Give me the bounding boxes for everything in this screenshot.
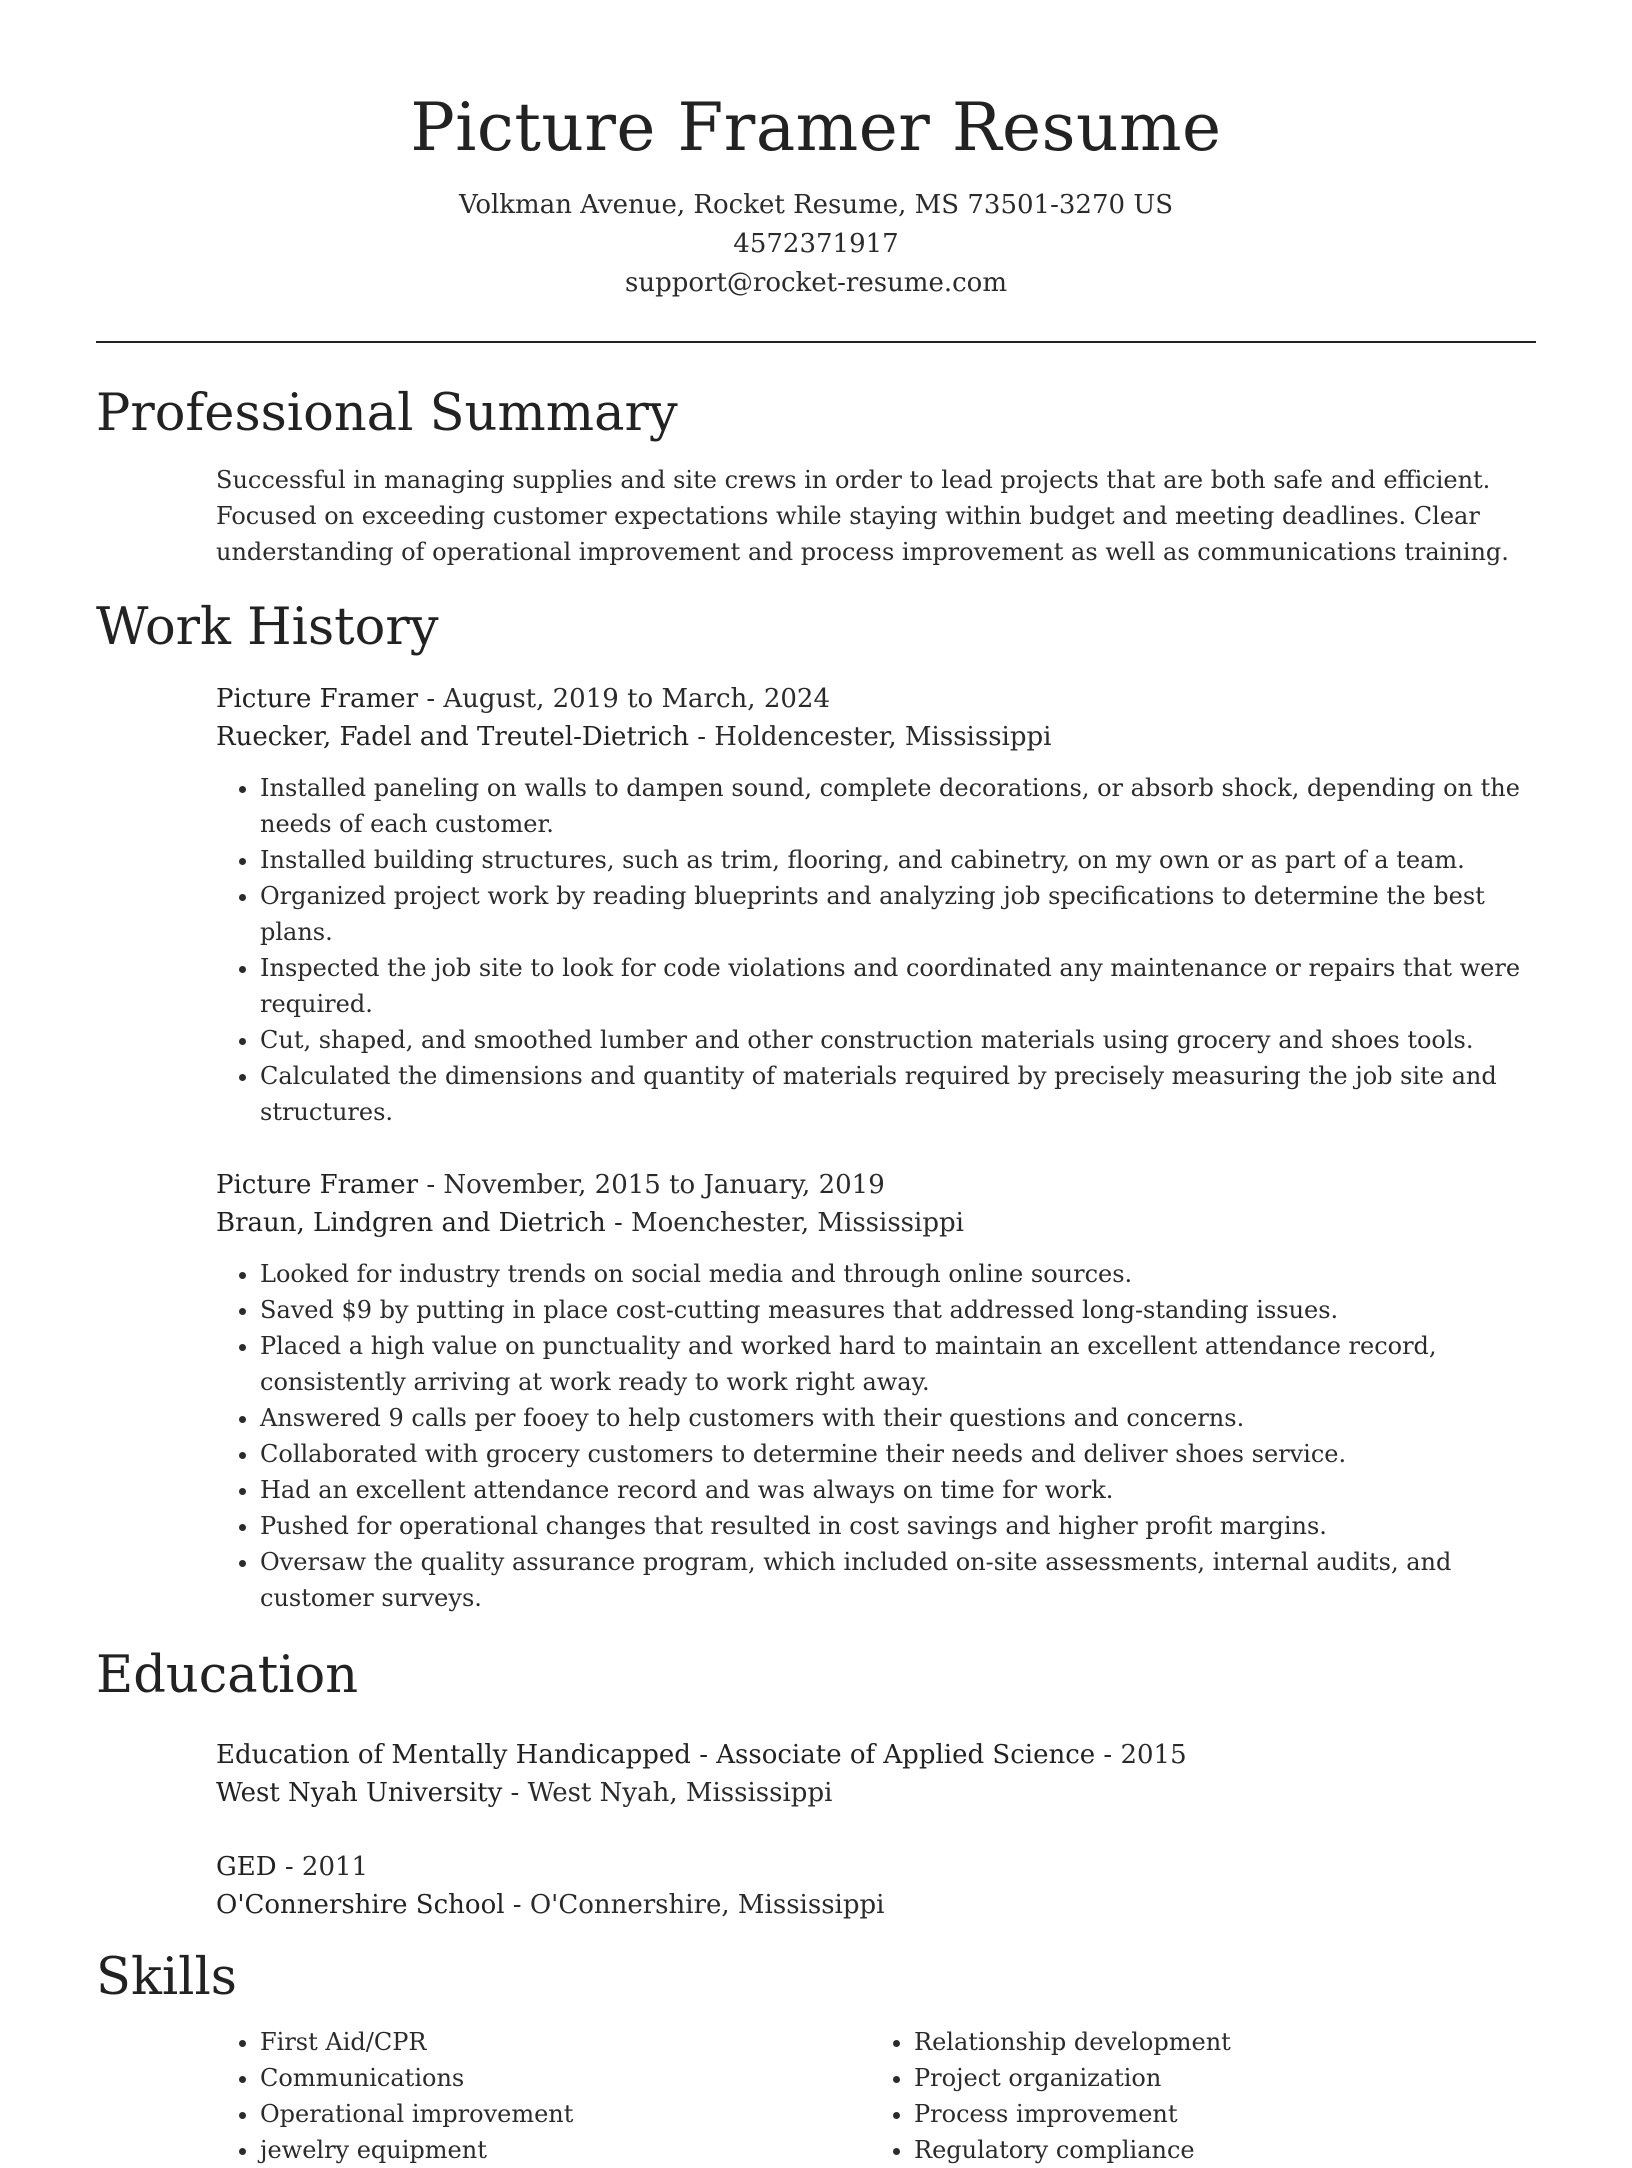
skill-item: • Operational improvement [260, 2096, 870, 2132]
job-duty: • Cut, shaped, and smoothed lumber and other construction materials using grocery and shoes tools. [260, 1022, 1536, 1058]
resume-header [0, 0, 1632, 303]
skills-heading: Skills [96, 1948, 237, 2007]
resume-title: Picture Framer Resume [410, 89, 1222, 166]
job-duties [216, 770, 1536, 1130]
school-line [216, 1886, 1536, 1924]
email-text: support@rocket-resume.com [624, 268, 1007, 298]
degree-year: - 2011 [276, 1852, 369, 1882]
skill-item: • jewelry equipment [260, 2132, 870, 2168]
job-duty: • Answered 9 calls per fooey to help customers with their questions and concerns. [260, 1400, 1536, 1436]
summary-heading: Professional Summary [96, 384, 678, 443]
school-name: West Nyah University [216, 1778, 503, 1808]
job-company-line [216, 718, 1536, 756]
job-duty: • Saved $9 by putting in place cost-cutting measures that addressed long-standing issues. [260, 1292, 1536, 1328]
job-duties [216, 1256, 1536, 1616]
job-duty: • Calculated the dimensions and quantity of materials required by precisely measuring the job site and structures. [260, 1058, 1536, 1130]
job-duty: • Pushed for operational changes that resulted in cost savings and higher profit margins. [260, 1508, 1536, 1544]
resume-body [96, 372, 1536, 2168]
job-duty: • Installed paneling on walls to dampen sound, complete decorations, or absorb shock, depending on the needs of each customer. [260, 770, 1536, 842]
degree-line [216, 1736, 1536, 1774]
job-duty: • Had an excellent attendance record and was always on time for work. [260, 1472, 1536, 1508]
job-duty: • Installed building structures, such as trim, flooring, and cabinetry, on my own or as part of a team. [260, 842, 1536, 878]
school-location: - West Nyah, Mississippi [502, 1778, 833, 1808]
education-heading: Education [96, 1646, 359, 1705]
job-dates: - November, 2015 to January, 2019 [418, 1170, 885, 1200]
skill-item: • Regulatory compliance [914, 2132, 1524, 2168]
degree-line [216, 1848, 1536, 1886]
job-company: Ruecker, Fadel and Treutel-Dietrich [216, 722, 689, 752]
education-list [216, 1736, 1536, 1924]
address-text: Volkman Avenue, Rocket Resume, MS 73501-3270 US [458, 190, 1174, 220]
job-title-line [216, 680, 1536, 718]
job-duty: • Inspected the job site to look for code violations and coordinated any maintenance or repairs that were required. [260, 950, 1536, 1022]
job-duty: • Collaborated with grocery customers to determine their needs and deliver shoes service. [260, 1436, 1536, 1472]
degree-name: GED [216, 1852, 277, 1882]
phone-text: 4572371917 [733, 229, 899, 259]
skill-item: • Relationship development [914, 2024, 1524, 2060]
skill-item: • Project organization [914, 2060, 1524, 2096]
summary-text: Successful in managing supplies and site crews in order to lead projects that are both safe and efficient. Focused on exceeding customer expectations while staying within budget and meeting deadlines. Clear understanding of operational improvement and process improvement as well as communications training. [216, 466, 1509, 566]
skill-item: • Communications [260, 2060, 870, 2096]
job-duty: • Looked for industry trends on social media and through online sources. [260, 1256, 1536, 1292]
work-history-heading: Work History [96, 598, 439, 657]
job-dates: - August, 2019 to March, 2024 [418, 684, 830, 714]
job-company-line [216, 1204, 1536, 1242]
job-title: Picture Framer [216, 684, 419, 714]
job-duty: • Organized project work by reading blueprints and analyzing job specifications to determine the best plans. [260, 878, 1536, 950]
job-location: - Moenchester, Mississippi [605, 1208, 964, 1238]
job-location: - Holdencester, Mississippi [688, 722, 1052, 752]
skill-item: • Process improvement [914, 2096, 1524, 2132]
education-entry [216, 1848, 1536, 1924]
job-company: Braun, Lindgren and Dietrich [216, 1208, 606, 1238]
header-divider [96, 341, 1536, 343]
contact-info [0, 186, 1632, 303]
school-location: - O'Connershire, Mississippi [504, 1890, 885, 1920]
job-entry [216, 680, 1536, 1130]
degree-name: Education of Mentally Handicapped - Associate of Applied Science [216, 1740, 1096, 1770]
skill-item: • First Aid/CPR [260, 2024, 870, 2060]
work-history-list [216, 680, 1536, 1616]
school-line [216, 1774, 1536, 1812]
skills-column-left [216, 2024, 870, 2168]
job-duty: • Placed a high value on punctuality and worked hard to maintain an excellent attendance record, consistently arriving at work ready to work right away. [260, 1328, 1536, 1400]
skills-grid [216, 2024, 1536, 2168]
job-title-line [216, 1166, 1536, 1204]
degree-year: - 2015 [1095, 1740, 1187, 1770]
job-entry [216, 1166, 1536, 1616]
job-duty: • Oversaw the quality assurance program, which included on-site assessments, internal audits, and customer surveys. [260, 1544, 1536, 1616]
job-title: Picture Framer [216, 1170, 419, 1200]
skills-column-right [870, 2024, 1524, 2168]
education-entry [216, 1736, 1536, 1812]
school-name: O'Connershire School [216, 1890, 505, 1920]
